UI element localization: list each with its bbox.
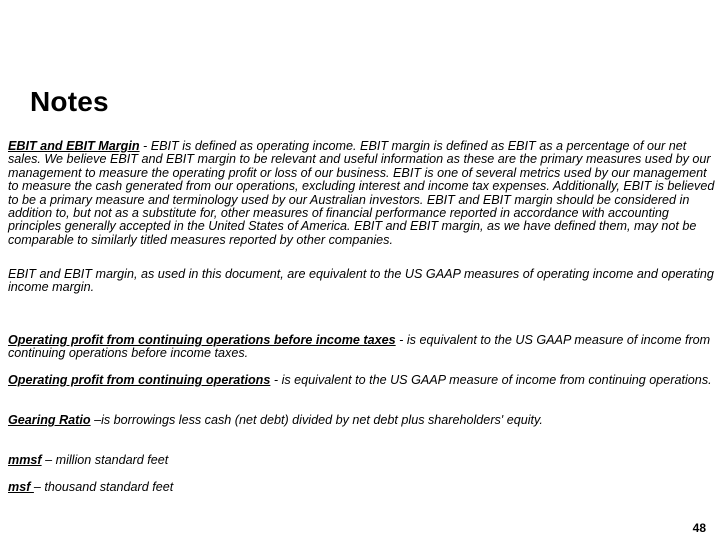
note-text: – million standard feet [41, 453, 169, 467]
note-gearing-ratio [8, 414, 716, 427]
note-term: Gearing Ratio [8, 413, 91, 427]
page-title: Notes [30, 86, 109, 117]
note-term: mmsf [8, 453, 42, 467]
note-term: msf [8, 480, 34, 494]
note-ebit [8, 140, 716, 247]
note-text: - is equivalent to the US GAAP measure of income from continuing operations before income taxes. [8, 333, 711, 361]
note-msf [8, 481, 716, 494]
note-text: - EBIT is defined as operating income. EBIT margin is defined as EBIT as a percentage of our net sales. We believe EBIT and EBIT margin to be relevant and useful information as these are the primary measures used by our management to measure the operating profit or loss of our business. EBIT is one of several metrics used by our management to measure the cash generated from our operations, excluding interest and income tax expenses. Additionally, EBIT is believed to be a primary measure and terminology used by our Australian investors. EBIT and EBIT margin should be considered in addition to, but not as a substitute for, other measures of financial performance reported in accordance with accounting principles generally accepted in the United States of America. EBIT and EBIT margin, as we have defined them, may not be comparable to similarly titled measures reported by other companies. [8, 139, 715, 247]
note-text: - is equivalent to the US GAAP measure of income from continuing operations. [270, 373, 712, 387]
note-operating-profit [8, 374, 716, 387]
note-text: –is borrowings less cash (net debt) divided by net debt plus shareholders' equity. [90, 413, 543, 427]
note-mmsf [8, 454, 716, 467]
note-term: EBIT and EBIT Margin [8, 139, 140, 153]
note-text: – thousand standard feet [33, 480, 174, 494]
note-text: EBIT and EBIT margin, as used in this document, are equivalent to the US GAAP measures of operating income and operating income margin. [8, 267, 714, 295]
note-operating-profit-before-tax [8, 334, 716, 361]
note-ebit-equivalence [8, 268, 716, 295]
note-term: Operating profit from continuing operations [8, 373, 271, 387]
page-number: 48 [692, 521, 706, 535]
note-term: Operating profit from continuing operations before income taxes [8, 333, 396, 347]
